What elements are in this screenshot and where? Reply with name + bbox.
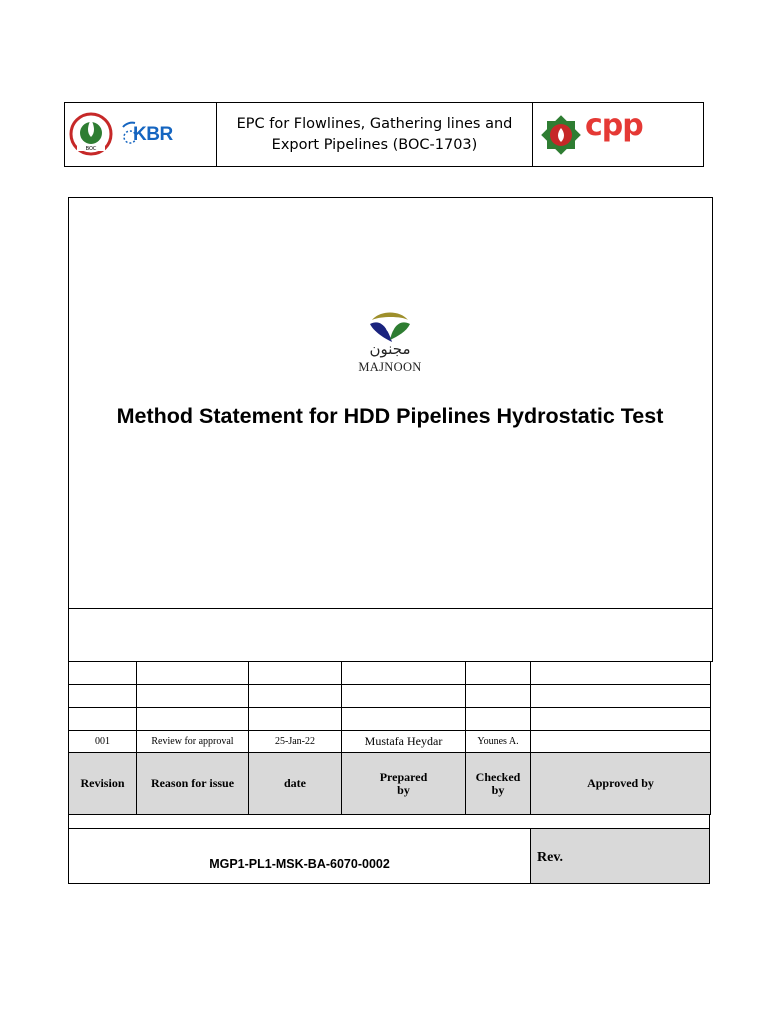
cell-reason: [136, 707, 249, 731]
cell-date: 25-Jan-22: [248, 730, 342, 753]
cell-reason: [136, 684, 249, 708]
cell-prepared: [341, 707, 466, 731]
cell-date: [248, 661, 342, 685]
header-block: [64, 102, 704, 167]
cell-revision: [68, 684, 137, 708]
header-checked-label: by: [491, 782, 505, 797]
project-title-line2: Export Pipelines (BOC-1703): [271, 136, 478, 153]
cell-revision: [68, 707, 137, 731]
rev-label: Rev.: [531, 829, 709, 883]
majnoon-logo: [340, 308, 440, 378]
cover-box: [68, 197, 713, 662]
cpp-logo-text: cpp: [585, 108, 643, 143]
cell-date: [248, 684, 342, 708]
header-checked: [465, 752, 531, 815]
boc-logo-text: BOC: [85, 146, 97, 152]
cell-checked: [465, 684, 531, 708]
header-prepared-label: by: [397, 782, 410, 797]
document-title: Method Statement for HDD Pipelines Hydrostatic Test: [116, 404, 664, 428]
cell-prepared: Mustafa Heydar: [341, 730, 466, 753]
cell-approved: [530, 707, 711, 731]
cover-divider: [69, 608, 712, 609]
cell-approved: [530, 684, 711, 708]
table-spacer-row: [68, 814, 710, 829]
cell-revision: 001: [68, 730, 137, 753]
star-emblem-icon: [539, 113, 583, 157]
cell-prepared: [341, 684, 466, 708]
header-checked-label: Checked: [475, 769, 521, 784]
cell-reason: Review for approval: [136, 730, 249, 753]
cell-checked: [465, 661, 531, 685]
header-date: [248, 752, 342, 815]
header-reason-label: Reason for issue: [150, 776, 235, 790]
header-prepared-label: Prepared: [379, 769, 428, 784]
majnoon-arabic-text: مجنون: [369, 340, 411, 358]
project-title: [217, 103, 533, 166]
kbr-logo-icon: [121, 121, 181, 149]
contractor-logos: [533, 103, 703, 166]
cell-checked: [465, 707, 531, 731]
cell-date: [248, 707, 342, 731]
cell-reason: [136, 661, 249, 685]
cell-approved: [530, 730, 711, 753]
header-revision-label: Revision: [80, 776, 125, 790]
header-prepared: [341, 752, 466, 815]
project-title-line1: EPC for Flowlines, Gathering lines and: [236, 115, 513, 132]
cell-revision: [68, 661, 137, 685]
cell-checked: Younes A.: [465, 730, 531, 753]
cell-approved: [530, 661, 711, 685]
client-logos: [65, 103, 217, 166]
header-approved: [530, 752, 711, 815]
majnoon-logo-text: MAJNOON: [358, 360, 422, 374]
cell-prepared: [341, 661, 466, 685]
header-revision: [68, 752, 137, 815]
header-date-label: date: [284, 776, 306, 790]
document-code-block: [68, 828, 710, 884]
kbr-logo-text: KBR: [133, 124, 173, 145]
header-approved-label: Approved by: [587, 776, 654, 790]
document-code: MGP1-PL1-MSK-BA-6070-0002: [69, 829, 531, 883]
header-reason: [136, 752, 249, 815]
